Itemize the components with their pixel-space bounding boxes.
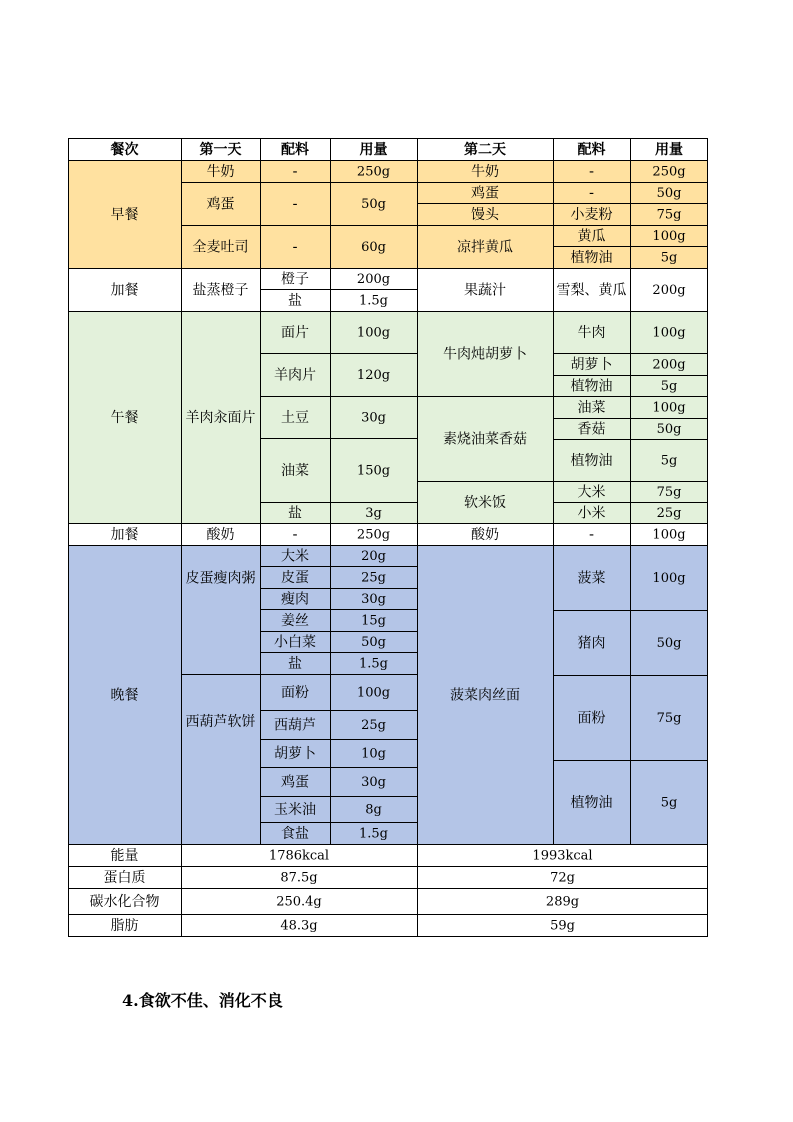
header-day1-ingredient: 配料	[281, 142, 309, 159]
day1-ingredient: 土豆	[281, 410, 309, 427]
day1-ingredient: -	[292, 239, 298, 256]
day1-ingredient: 橙子	[281, 271, 309, 288]
day1-amount: 25g	[361, 570, 386, 586]
day2-amount: 75g	[656, 207, 682, 223]
day1-amount: 1.5g	[359, 826, 388, 842]
day1-dish: 酸奶	[206, 527, 235, 544]
day2-amount: 5g	[660, 250, 678, 266]
day2-amount: 75g	[656, 485, 682, 501]
day1-amount: 250g	[356, 527, 391, 543]
day2-ingredient: 黄瓜	[577, 228, 606, 245]
day2-ingredient: 猪肉	[577, 635, 606, 652]
day1-ingredient: 盐	[288, 505, 302, 522]
day1-dish: 牛奶	[206, 164, 235, 181]
day1-dish: 西葫芦软饼	[185, 713, 256, 730]
meal-label-snack: 加餐	[110, 527, 139, 544]
day2-amount: 25g	[656, 506, 682, 522]
day1-ingredient: 西葫芦	[274, 717, 316, 734]
day1-ingredient: 面粉	[281, 685, 309, 702]
day2-ingredient: -	[588, 185, 595, 202]
day2-dish: 鸡蛋	[471, 185, 499, 202]
day1-amount: 15g	[361, 613, 386, 629]
day1-amount: 20g	[361, 549, 386, 565]
meal-plan-table-grid	[68, 138, 708, 937]
day2-ingredient: 植物油	[570, 250, 613, 267]
day1-amount: 150g	[356, 463, 391, 479]
day1-ingredient: -	[292, 527, 298, 544]
day1-amount: 50g	[361, 197, 386, 213]
day2-ingredient: 植物油	[570, 453, 613, 470]
nutrition-day1-value: 1786kcal	[268, 848, 330, 864]
day1-amount: 3g	[365, 506, 382, 522]
day1-ingredient: -	[292, 196, 298, 213]
day2-dish: 素烧油菜香菇	[443, 431, 527, 448]
day2-ingredient: 大米	[577, 484, 606, 501]
day1-ingredient: 面片	[281, 325, 309, 342]
header-day2-ingredient: 配料	[577, 142, 606, 159]
nutrition-day2-value: 1993kcal	[532, 848, 593, 864]
day2-amount: 100g	[652, 527, 686, 543]
day2-amount: 50g	[656, 422, 682, 438]
day1-ingredient: 姜丝	[281, 613, 309, 630]
day2-dish: 菠菜肉丝面	[450, 687, 520, 704]
nutrition-day1-value: 250.4g	[276, 894, 322, 910]
day2-amount: 200g	[652, 283, 686, 299]
day2-ingredient: -	[588, 527, 595, 544]
day1-amount: 30g	[361, 775, 386, 791]
day1-amount: 250g	[356, 164, 391, 180]
header-day1-amount: 用量	[359, 142, 388, 159]
nutrition-day2-value: 289g	[545, 894, 580, 910]
day2-ingredient: 小麦粉	[570, 207, 613, 224]
day1-amount: 1.5g	[359, 656, 388, 672]
day1-amount: 200g	[356, 272, 391, 288]
meal-label-breakfast: 早餐	[110, 207, 139, 224]
nutrition-day1-value: 48.3g	[280, 918, 318, 934]
day1-ingredient: 玉米油	[274, 802, 316, 819]
day1-ingredient: -	[292, 164, 298, 181]
day2-amount: 5g	[660, 453, 678, 469]
nutrition-day2-value: 72g	[550, 870, 575, 886]
day1-dish: 羊肉汆面片	[185, 410, 256, 427]
day1-amount: 50g	[361, 635, 386, 651]
day1-dish: 全麦吐司	[192, 239, 249, 256]
day1-ingredient: 鸡蛋	[281, 774, 309, 791]
nutrition-day2-value: 59g	[550, 918, 575, 934]
day1-ingredient: 盐	[288, 656, 302, 673]
day2-ingredient: 菠菜	[577, 570, 606, 587]
day2-amount: 50g	[656, 186, 682, 202]
day2-amount: 50g	[656, 636, 682, 652]
day2-amount: 5g	[660, 795, 678, 811]
day2-ingredient: 油菜	[577, 400, 606, 417]
section-heading: 4.食欲不佳、消化不良	[122, 991, 283, 1010]
day2-ingredient: 香菇	[577, 421, 606, 438]
day2-ingredient: 小米	[577, 505, 606, 522]
nutrition-label: 能量	[110, 848, 139, 865]
day2-ingredient: 面粉	[577, 710, 606, 727]
day1-dish: 鸡蛋	[206, 196, 235, 213]
day2-dish: 牛奶	[471, 164, 499, 181]
meal-label-lunch: 午餐	[110, 410, 139, 427]
day2-dish: 凉拌黄瓜	[457, 239, 513, 256]
day2-ingredient: 植物油	[570, 378, 613, 395]
day2-ingredient: -	[588, 164, 595, 181]
day2-dish: 果蔬汁	[464, 282, 506, 299]
day2-amount: 250g	[652, 164, 686, 180]
day1-amount: 10g	[361, 746, 386, 762]
meal-label-snack: 加餐	[110, 282, 139, 299]
day1-ingredient: 油菜	[281, 463, 309, 480]
day1-amount: 25g	[361, 718, 386, 734]
nutrition-label: 蛋白质	[103, 870, 146, 887]
nutrition-day1-value: 87.5g	[280, 870, 318, 886]
day1-ingredient: 小白菜	[274, 634, 316, 651]
day2-amount: 5g	[660, 379, 678, 395]
header-meal: 餐次	[110, 142, 139, 159]
lunch-band	[68, 311, 708, 523]
header-day2-amount: 用量	[655, 142, 683, 159]
nutrition-label: 脂肪	[110, 918, 139, 935]
day1-ingredient: 胡萝卜	[274, 746, 316, 763]
day1-amount: 30g	[361, 592, 386, 608]
day2-amount: 100g	[652, 400, 686, 416]
day1-dish: 皮蛋瘦肉粥	[185, 570, 256, 587]
day2-amount: 75g	[656, 711, 682, 727]
day2-ingredient: 牛肉	[577, 325, 606, 342]
day1-amount: 8g	[365, 802, 382, 818]
day2-ingredient: 胡萝卜	[570, 357, 613, 374]
day1-amount: 60g	[361, 240, 386, 256]
day2-ingredient: 植物油	[570, 795, 613, 812]
day2-dish: 馒头	[471, 207, 499, 224]
meal-plan-table	[68, 138, 708, 937]
day1-ingredient: 皮蛋	[281, 570, 309, 587]
header-day1: 第一天	[199, 142, 242, 159]
day1-ingredient: 羊肉片	[274, 367, 316, 384]
meal-label-dinner: 晚餐	[110, 687, 139, 704]
day1-dish: 盐蒸橙子	[192, 282, 249, 299]
day1-amount: 120g	[356, 368, 391, 384]
day2-dish: 牛肉炖胡萝卜	[443, 346, 527, 363]
day2-amount: 100g	[652, 229, 686, 245]
day2-dish: 软米饭	[464, 495, 506, 512]
day1-ingredient: 大米	[281, 548, 309, 565]
header-day2: 第二天	[464, 142, 506, 159]
nutrition-label: 碳水化合物	[89, 894, 160, 911]
day1-amount: 30g	[361, 410, 386, 426]
day2-ingredient: 雪梨、黄瓜	[556, 282, 627, 299]
day2-amount: 100g	[652, 325, 686, 341]
day1-amount: 100g	[356, 325, 391, 341]
day2-dish: 酸奶	[471, 527, 499, 544]
day2-amount: 200g	[652, 357, 686, 373]
day1-ingredient: 瘦肉	[281, 591, 309, 608]
day1-amount: 1.5g	[359, 293, 388, 309]
day1-ingredient: 食盐	[281, 826, 309, 843]
day1-ingredient: 盐	[288, 293, 302, 310]
day2-amount: 100g	[652, 571, 686, 587]
day1-amount: 100g	[356, 685, 391, 701]
